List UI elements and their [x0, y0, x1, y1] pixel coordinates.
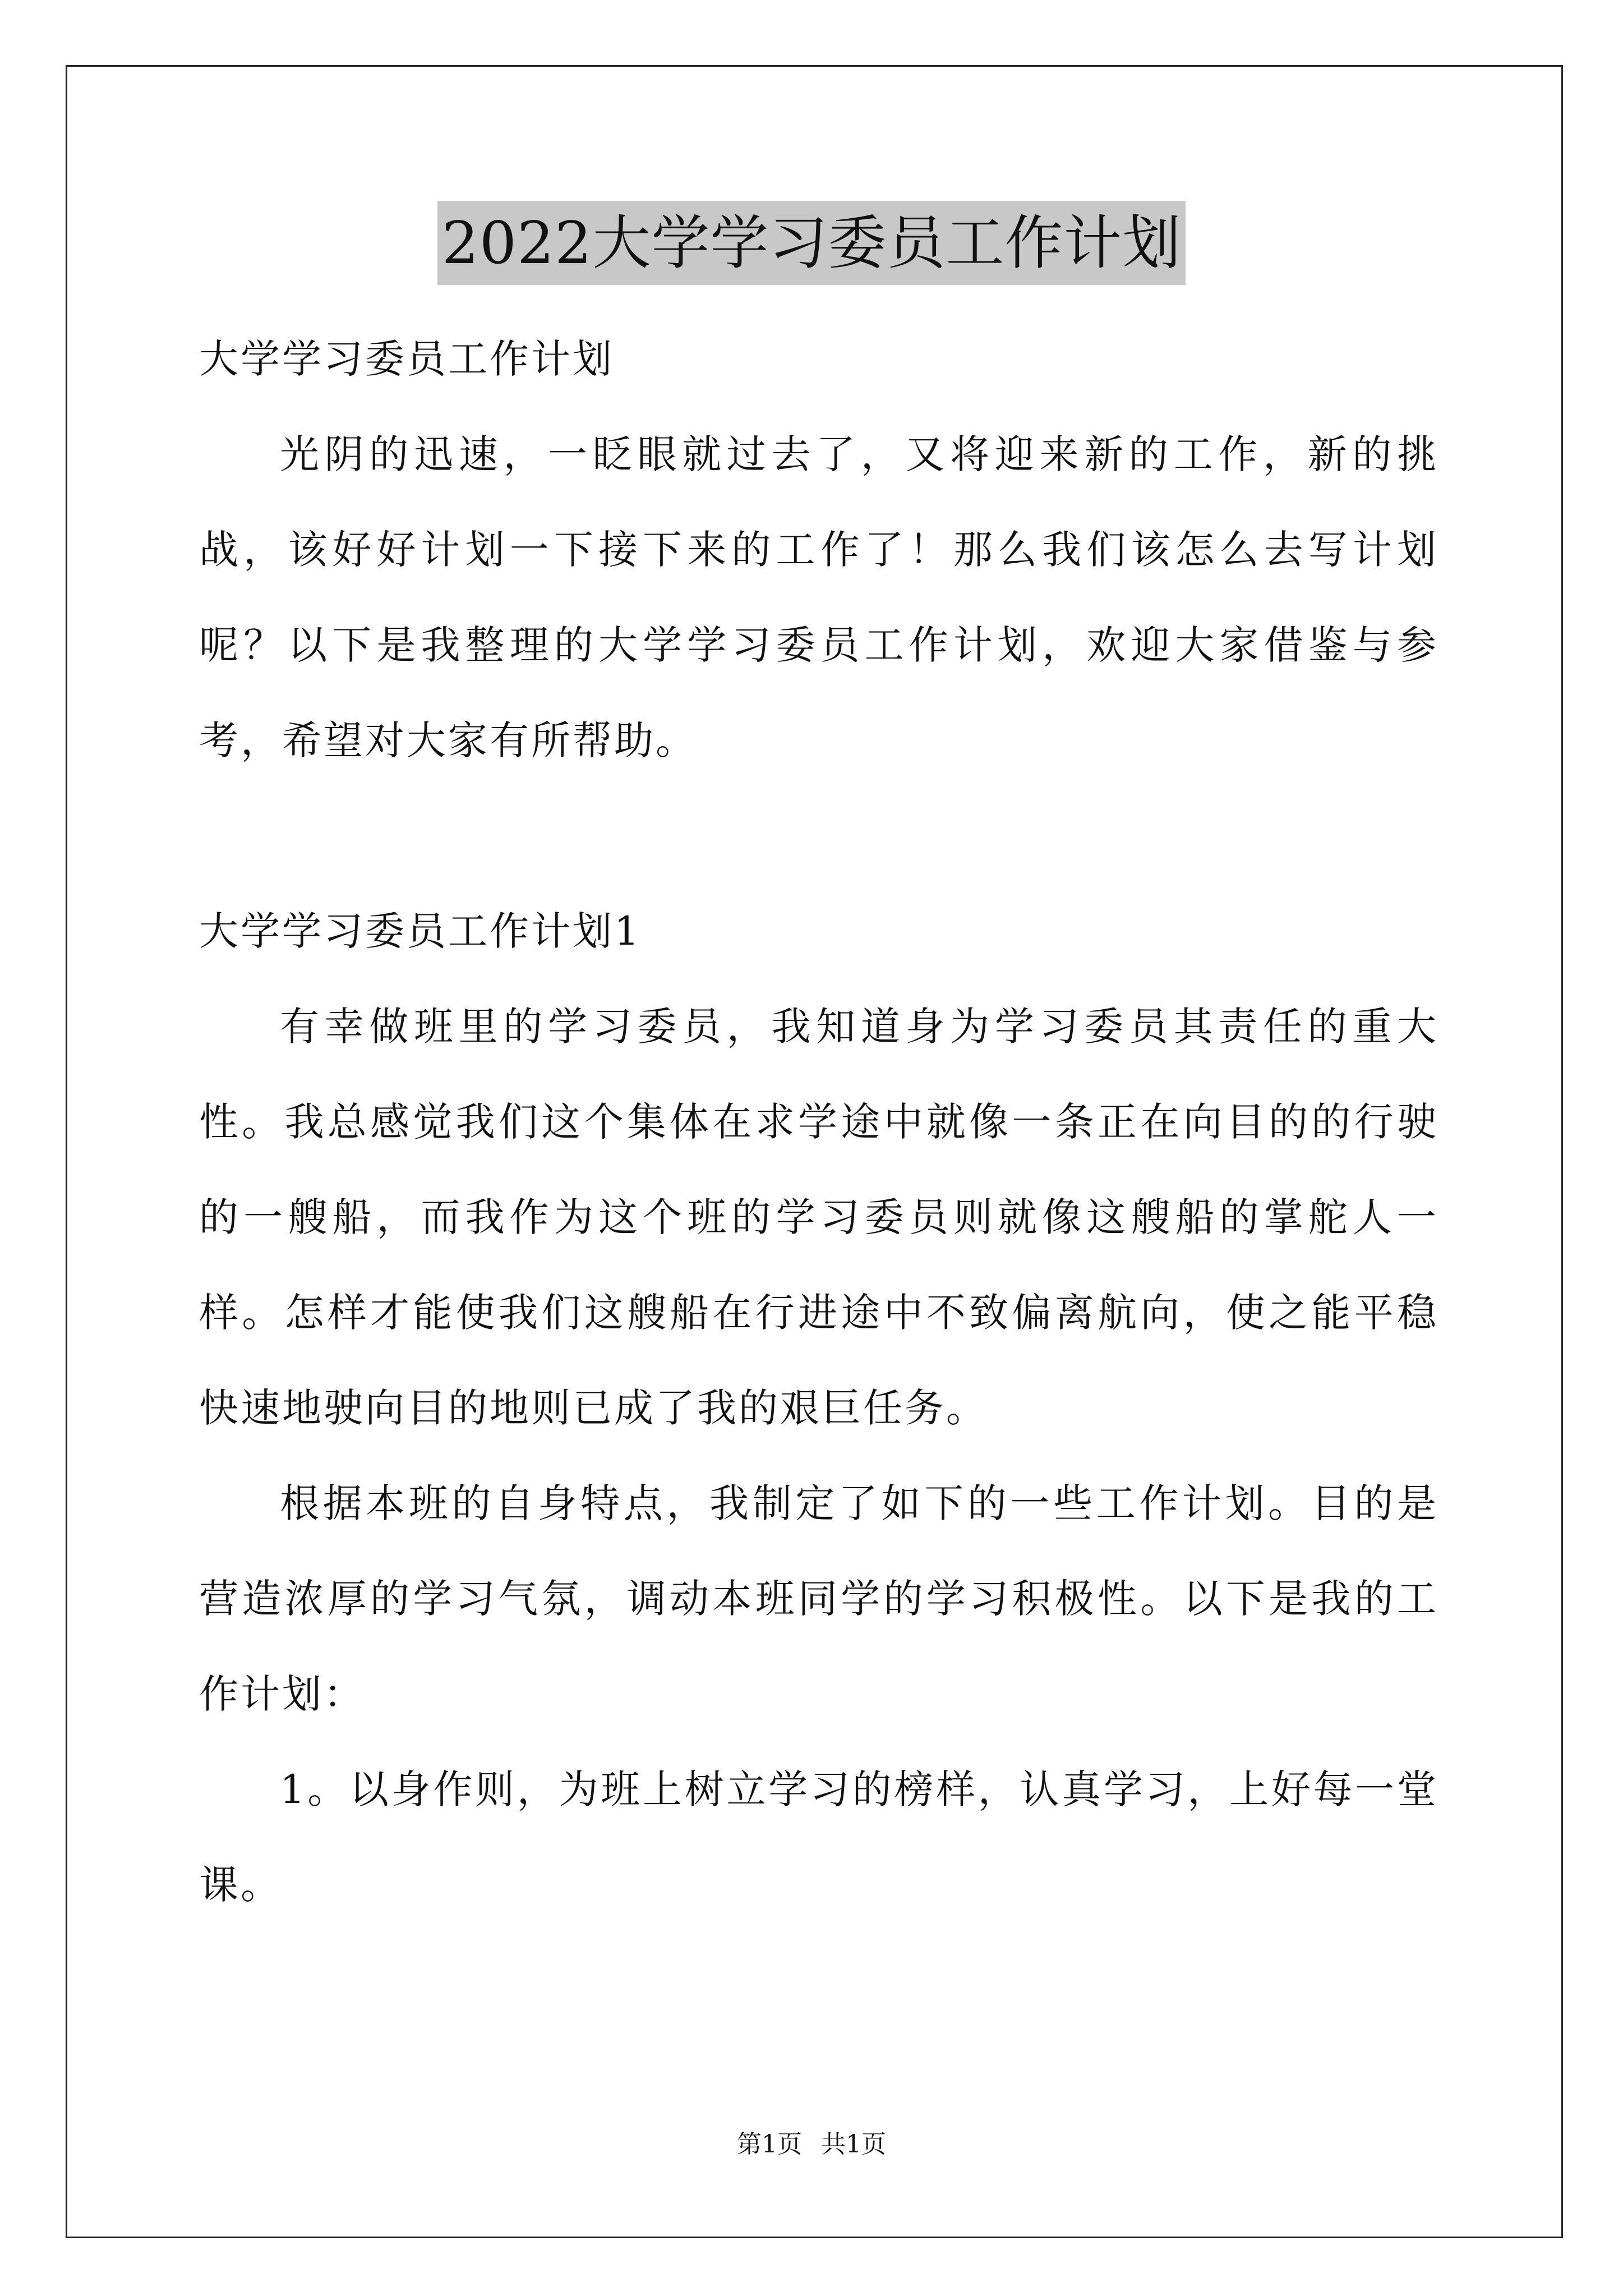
- page-number: 第1页: [737, 2130, 802, 2159]
- page-total: 共1页: [821, 2130, 886, 2159]
- page-footer: [0, 2128, 1623, 2161]
- document-body: [199, 311, 1438, 1932]
- section-spacer: [199, 788, 1438, 884]
- body-paragraph-1: 有幸做班里的学习委员，我知道身为学习委员其责任的重大性。我总感觉我们这个集体在求学途中就像一条正在向目的的行驶的一艘船，而我作为这个班的学习委员则就像这艘船的掌舵人一样。怎样才能使我们这艘船在行进途中不致偏离航向，使之能平稳快速地驶向目的地则已成了我的艰巨任务。: [199, 1004, 1438, 1431]
- section-heading-1: 大学学习委员工作计划1: [199, 908, 642, 954]
- document-title: 2022大学学习委员工作计划: [437, 201, 1186, 285]
- body-paragraph-2: 根据本班的自身特点，我制定了如下的一些工作计划。目的是营造浓厚的学习气氛，调动本班同学的学习积极性。以下是我的工作计划：: [199, 1480, 1438, 1717]
- title-area: [0, 201, 1623, 285]
- intro-paragraph: 光阴的迅速，一眨眼就过去了，又将迎来新的工作，新的挑战，该好好计划一下接下来的工作了！那么我们该怎么去写计划呢？以下是我整理的大学学习委员工作计划，欢迎大家借鉴与参考，希望对大家有所帮助。: [199, 431, 1438, 763]
- intro-heading: 大学学习委员工作计划: [199, 336, 614, 382]
- body-paragraph-3: 1。以身作则，为班上树立学习的榜样，认真学习，上好每一堂课。: [199, 1766, 1438, 1908]
